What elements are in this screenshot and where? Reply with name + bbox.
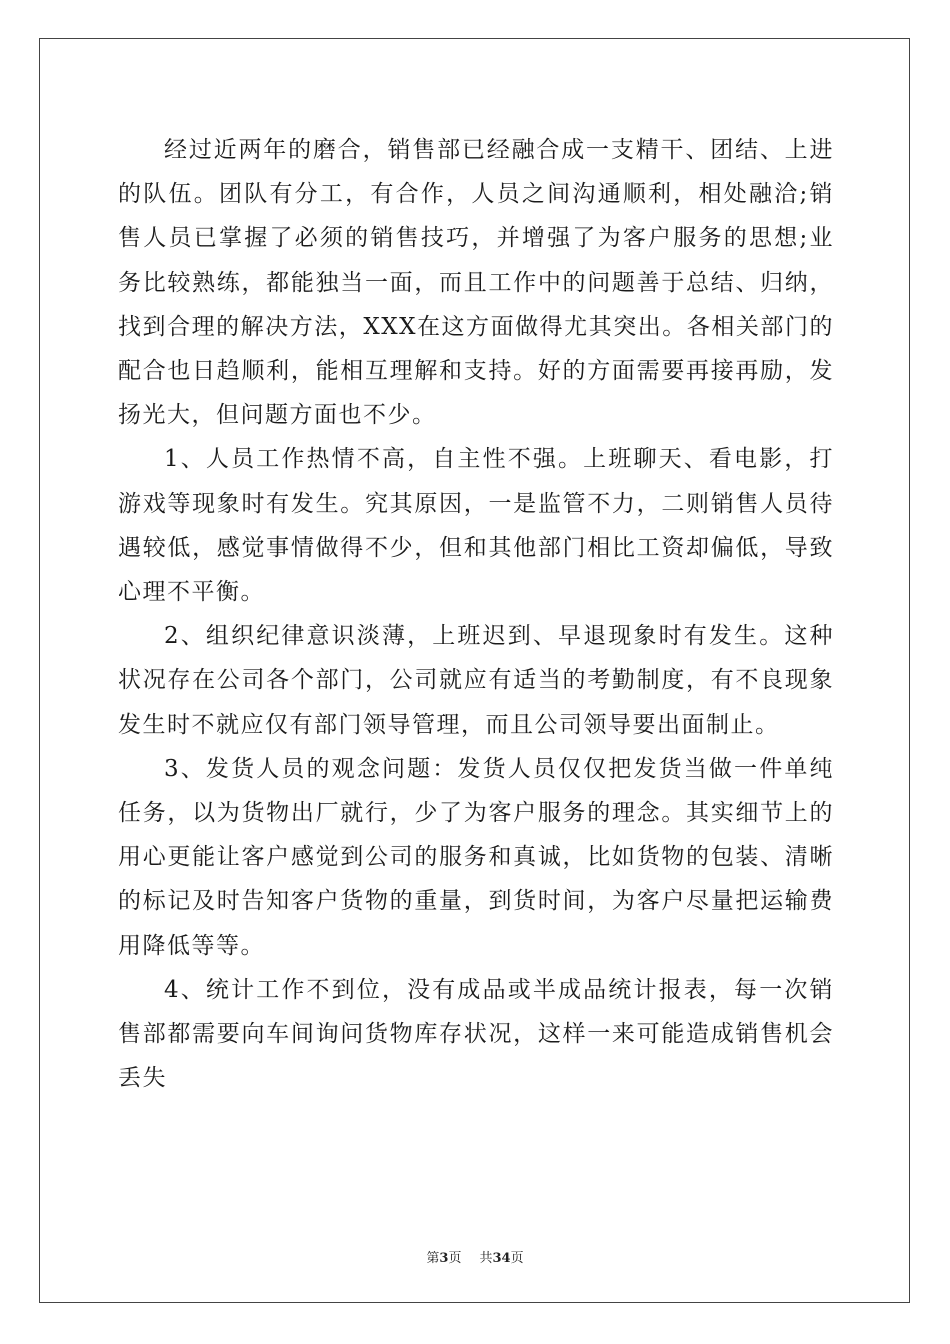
document-body [118, 128, 834, 1100]
total-prefix: 共 [479, 1251, 493, 1266]
page-number: 3 [439, 1251, 449, 1266]
total-suffix: 页 [510, 1251, 524, 1266]
total-pages: 34 [492, 1251, 511, 1266]
page-prefix: 第 [426, 1251, 440, 1266]
paragraph-issue-4: 4、统计工作不到位，没有成品或半成品统计报表，每一次销售部都需要向车间询问货物库存状况，这样一来可能造成销售机会丢失 [118, 976, 834, 1092]
paragraph-issue-3: 3、发货人员的观念问题：发货人员仅仅把发货当做一件单纯任务，以为货物出厂就行，少了为客户服务的理念。其实细节上的用心更能让客户感觉到公司的服务和真诚，比如货物的包装、清晰的标记及时告知客户货物的重量，到货时间，为客户尽量把运输费用降低等等。 [118, 755, 834, 959]
paragraph-issue-2: 2、组织纪律意识淡薄，上班迟到、早退现象时有发生。这种状况存在公司各个部门，公司就应有适当的考勤制度，有不良现象发生时不就应仅有部门领导管理，而且公司领导要出面制止。 [118, 623, 834, 738]
paragraph-issue-1: 1、人员工作热情不高，自主性不强。上班聊天、看电影，打游戏等现象时有发生。究其原因，一是监管不力，二则销售人员待遇较低，感觉事情做得不少，但和其他部门相比工资却偏低，导致心理不平衡。 [118, 446, 834, 606]
page-footer [0, 1247, 950, 1266]
page-suffix: 页 [448, 1251, 462, 1266]
paragraph-intro: 经过近两年的磨合，销售部已经融合成一支精干、团结、上进的队伍。团队有分工，有合作，人员之间沟通顺利，相处融洽;销售人员已掌握了必须的销售技巧，并增强了为客户服务的思想;业务比较熟练，都能独当一面，而且工作中的问题善于总结、归纳，找到合理的解决方法，XXX在这方面做得尤其突出。各相关部门的配合也日趋顺利，能相互理解和支持。好的方面需要再接再励，发扬光大，但问题方面也不少。 [118, 137, 834, 429]
